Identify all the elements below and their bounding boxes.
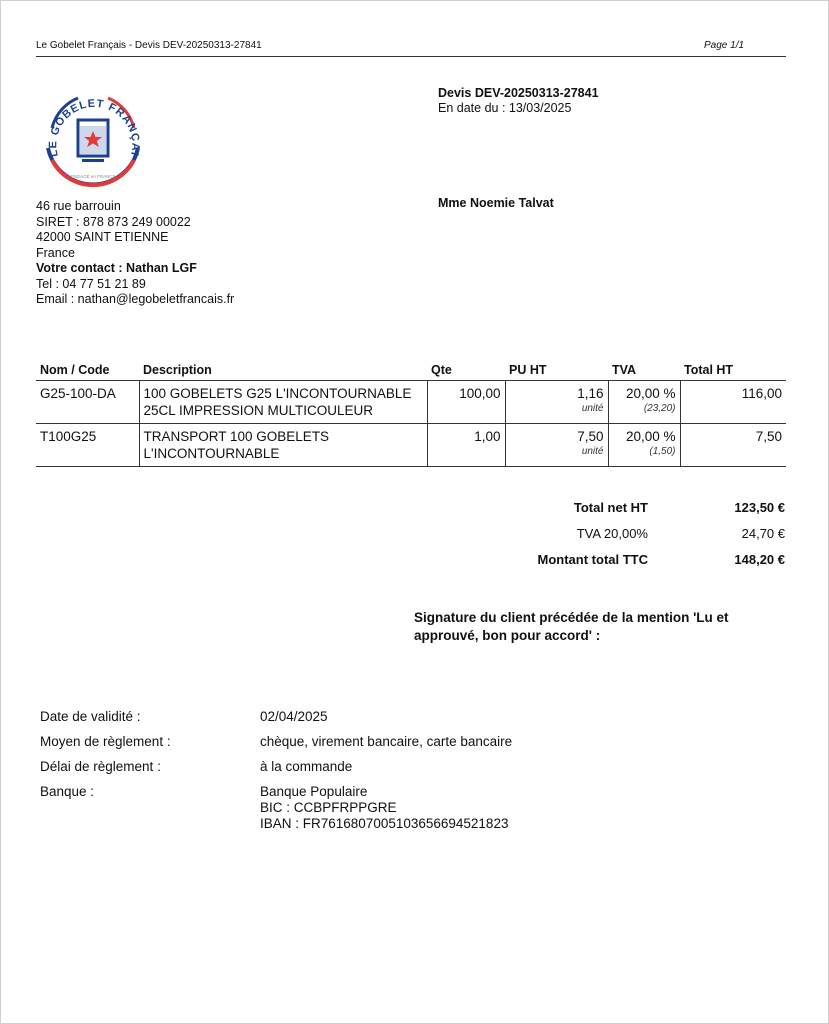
- col-header-tva: TVA: [608, 358, 680, 381]
- company-city: 42000 SAINT ETIENNE: [36, 230, 169, 244]
- company-contact: Votre contact : Nathan LGF: [36, 261, 197, 275]
- table-header-row: [36, 358, 786, 381]
- cell-tva-amount: (23,20): [643, 403, 676, 414]
- cell-tva-amount: (1,50): [649, 446, 676, 457]
- col-header-pu: PU HT: [505, 358, 608, 381]
- payment-info: [40, 709, 660, 841]
- total-net-value: 123,50 €: [734, 499, 785, 515]
- total-ttc-row: [460, 546, 785, 572]
- cell-total: 7,50: [680, 424, 786, 467]
- bank-details: [260, 784, 660, 832]
- col-header-code: Nom / Code: [36, 358, 139, 381]
- bank-row: [40, 784, 660, 832]
- payment-delay-value: à la commande: [260, 759, 353, 774]
- logo-small-text: ENGAGÉ en FRANCE: [70, 174, 116, 179]
- header-page-number: Page 1/1: [704, 40, 745, 51]
- items-table: [36, 358, 786, 467]
- logo-ring-text: LE GOBELET FRANÇAI: [47, 97, 142, 158]
- cell-pu-unit: unité: [581, 446, 604, 457]
- signature-mention: Signature du client précédée de la mention 'Lu et approuvé, bon pour accord' :: [414, 610, 729, 643]
- cell-tva: [608, 381, 680, 424]
- table-row: [36, 381, 786, 424]
- company-tel: Tel : 04 77 51 21 89: [36, 276, 146, 291]
- table-row: [36, 424, 786, 467]
- cell-qty: 100,00: [427, 381, 505, 424]
- cell-pu: [505, 424, 608, 467]
- cell-pu-value: 1,16: [577, 386, 604, 401]
- total-ttc-label: Montant total TTC: [537, 551, 648, 567]
- company-address: 46 rue barrouin: [36, 199, 121, 213]
- cell-code: T100G25: [36, 424, 139, 467]
- col-header-description: Description: [139, 358, 427, 381]
- validity-value: 02/04/2025: [260, 709, 328, 724]
- cell-pu-unit: unité: [581, 403, 604, 414]
- validity-row: [40, 709, 660, 725]
- cell-code: G25-100-DA: [36, 381, 139, 424]
- cell-description: 100 GOBELETS G25 L'INCONTOURNABLE 25CL IMPRESSION MULTICOULEUR: [139, 381, 427, 424]
- company-country: France: [36, 245, 75, 260]
- bank-name: Banque Populaire: [260, 784, 368, 799]
- cell-qty: 1,00: [427, 424, 505, 467]
- payment-delay-label: Délai de règlement :: [40, 759, 161, 774]
- header-divider: [36, 56, 786, 57]
- total-tva-label: TVA 20,00%: [576, 525, 648, 541]
- company-info: [36, 199, 234, 308]
- bank-bic: BIC : CCBPFRPPGRE: [260, 800, 397, 815]
- bank-label: Banque :: [40, 784, 95, 799]
- validity-label: Date de validité :: [40, 709, 141, 724]
- company-logo: [38, 86, 148, 196]
- col-header-qty: Qte: [427, 358, 505, 381]
- company-email: Email : nathan@legobeletfrancais.fr: [36, 292, 235, 306]
- quote-block: [438, 86, 599, 116]
- total-ttc-value: 148,20 €: [734, 551, 785, 567]
- total-net-row: [460, 494, 785, 520]
- cell-tva-rate: 20,00 %: [625, 429, 676, 444]
- col-header-total: Total HT: [680, 358, 786, 381]
- quote-date: En date du : 13/03/2025: [438, 101, 572, 115]
- header-doc-ref: Le Gobelet Français - Devis DEV-20250313-27841: [36, 40, 262, 51]
- cell-tva-rate: 20,00 %: [625, 386, 676, 401]
- payment-method-label: Moyen de règlement :: [40, 734, 171, 749]
- cell-description: TRANSPORT 100 GOBELETS L'INCONTOURNABLE: [139, 424, 427, 467]
- bank-iban: IBAN : FR7616807005103656694521823: [260, 816, 509, 831]
- total-net-label: Total net HT: [573, 499, 648, 515]
- total-tva-value: 24,70 €: [741, 525, 785, 541]
- totals-block: [460, 494, 785, 572]
- payment-method-row: [40, 734, 660, 750]
- quote-title: Devis DEV-20250313-27841: [438, 86, 599, 100]
- company-siret: SIRET : 878 873 249 00022: [36, 214, 191, 229]
- payment-delay-row: [40, 759, 660, 775]
- cell-tva: [608, 424, 680, 467]
- cell-pu: [505, 381, 608, 424]
- cell-pu-value: 7,50: [577, 429, 604, 444]
- total-tva-row: [460, 520, 785, 546]
- client-name: Mme Noemie Talvat: [438, 196, 554, 210]
- cell-total: 116,00: [680, 381, 786, 424]
- payment-method-value: chèque, virement bancaire, carte bancaire: [260, 734, 513, 749]
